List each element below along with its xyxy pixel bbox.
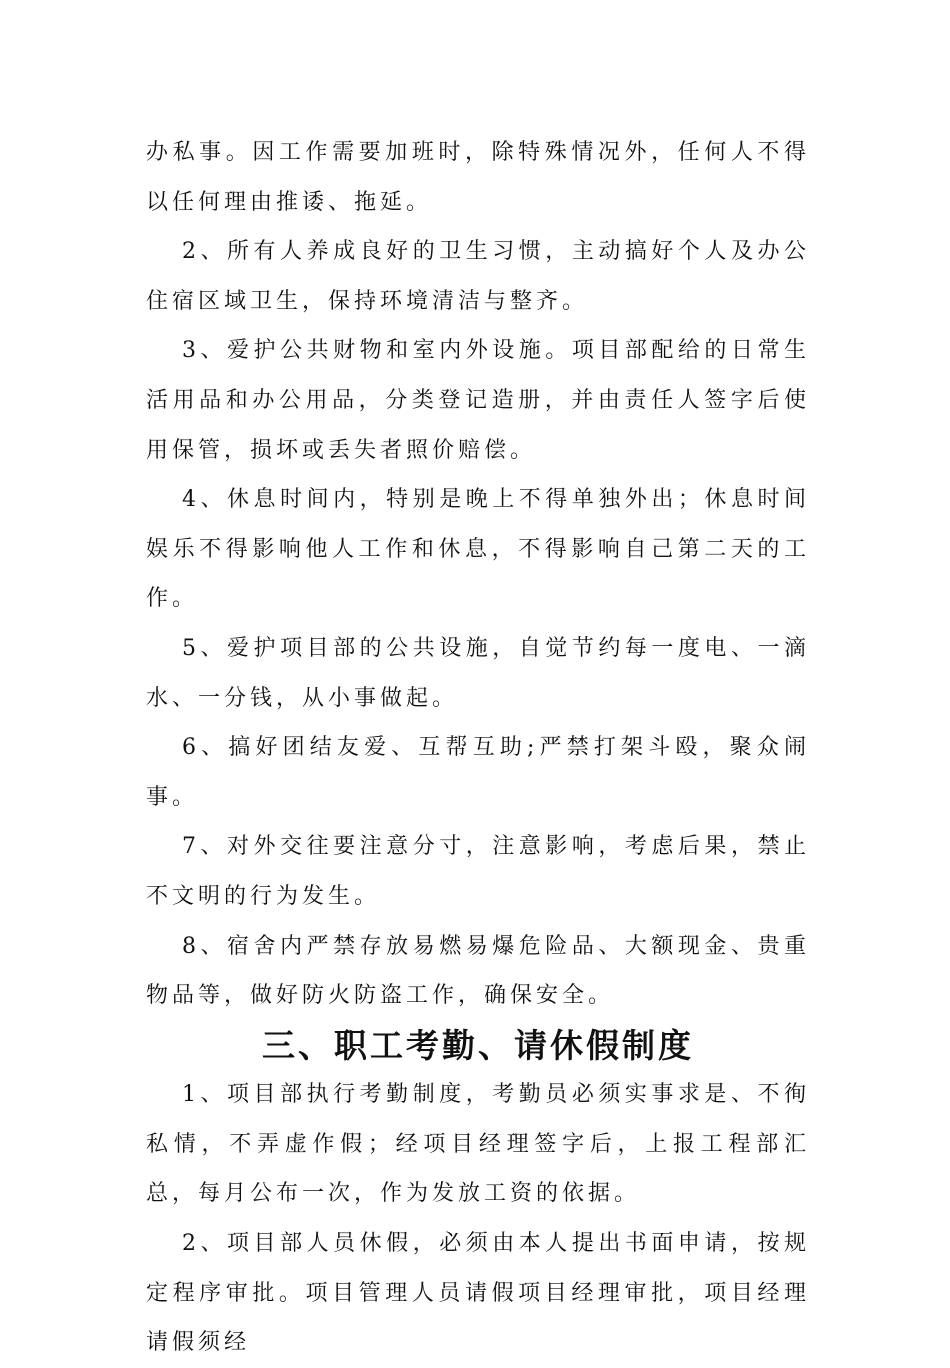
paragraph-item-4: 4、休息时间内，特别是晚上不得单独外出；休息时间娱乐不得影响他人工作和休息，不得影响自己第二天的工作。 (146, 487, 810, 612)
paragraph-item-3: 3、爱护公共财物和室内外设施。项目部配给的日常生活用品和办公用品，分类登记造册，并由责任人签字后使用保管，损坏或丢失者照价赔偿。 (146, 338, 810, 463)
section-heading: 三、职工考勤、请休假制度 (262, 1025, 694, 1065)
paragraph-item-5: 5、爱护项目部的公共设施，自觉节约每一度电、一滴水、一分钱，从小事做起。 (146, 635, 810, 711)
paragraph-item-8: 8、宿舍内严禁存放易燃易爆危险品、大额现金、贵重物品等，做好防火防盗工作，确保安全。 (146, 933, 810, 1009)
paragraph-attendance-2: 2、项目部人员休假，必须由本人提出书面申请，按规定程序审批。项目管理人员请假项目经理审批，项目经理请假须经 (146, 1231, 810, 1356)
paragraph-attendance-1: 1、项目部执行考勤制度，考勤员必须实事求是、不徇私情，不弄虚作假；经项目经理签字后，上报工程部汇总，每月公布一次，作为发放工资的依据。 (146, 1082, 810, 1207)
paragraph-item-7: 7、对外交往要注意分寸，注意影响，考虑后果，禁止不文明的行为发生。 (146, 834, 810, 909)
paragraph-item-2: 2、所有人养成良好的卫生习惯，主动搞好个人及办公住宿区域卫生，保持环境清洁与整齐。 (146, 239, 810, 314)
paragraph-item-6: 6、搞好团结友爱、互帮互助;严禁打架斗殴，聚众闹事。 (146, 735, 810, 810)
document-body (146, 128, 810, 1368)
paragraph-continuation: 办私事。因工作需要加班时，除特殊情况外，任何人不得以任何理由推诿、拖延。 (146, 140, 810, 215)
